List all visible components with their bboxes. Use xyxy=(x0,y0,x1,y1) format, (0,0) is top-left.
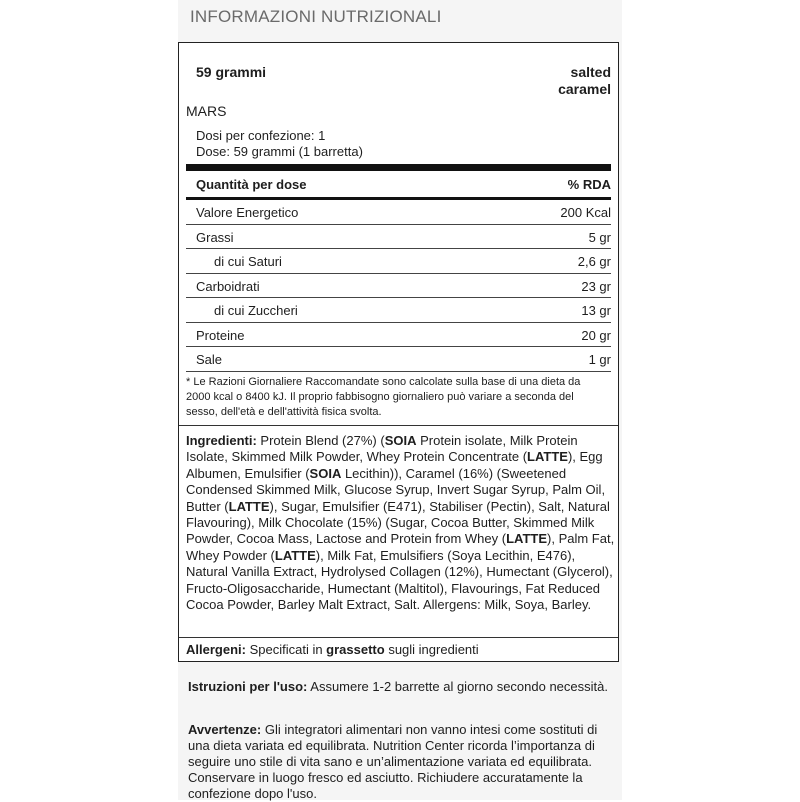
dose-size: Dose: 59 grammi (1 barretta) xyxy=(196,144,363,159)
ingredients-block xyxy=(186,433,616,613)
ingredient-text: Lecithin)), Caramel (16%) (Sweetened Condensed Skimmed Milk, Glucose Syrup, Invert Sugar Syrup, Palm Oil, Butter ( xyxy=(186,465,606,514)
ingredient-allergen: SOIA xyxy=(384,433,417,448)
table-header xyxy=(196,177,611,193)
nutrient-row xyxy=(186,225,611,250)
page-title: INFORMAZIONI NUTRIZIONALI xyxy=(190,7,442,26)
ingredient-text: Protein isolate, Milk Protein Isolate, Skimmed Milk Powder, Whey Protein Concentrate ( xyxy=(186,433,578,465)
nutrient-label: Proteine xyxy=(196,327,245,343)
nutrient-value: 200 Kcal xyxy=(560,205,611,220)
nutrient-label: Carboidrati xyxy=(196,278,260,294)
serving-grams: 59 grammi xyxy=(196,64,267,80)
nutrient-value: 20 gr xyxy=(581,327,611,343)
servings-info xyxy=(196,128,363,160)
flavor-label: salted caramel xyxy=(558,64,611,97)
ingredient-text: Protein Blend (27%) ( xyxy=(256,433,385,448)
warnings-text: Gli integratori alimentari non vanno intesi come sostituti di una dieta variata ed equilibrata. Nutrition Center ricorda l’importanza di seguire uno stile di vita sano e un’alimentazione variata ed equilibrata. Conservare in luogo fresco ed asciutto. Richiudere accuratamente la confezione dopo l'uso. xyxy=(188,722,598,801)
nutrient-label: Valore Energetico xyxy=(196,205,299,220)
nutrient-label: di cui Saturi xyxy=(214,254,282,269)
nutrient-label: Grassi xyxy=(196,229,234,245)
usage-label: Istruzioni per l'uso: xyxy=(188,679,308,694)
ingredient-allergen: LATTE xyxy=(527,449,568,465)
nutrient-row xyxy=(186,323,611,348)
nutrient-row xyxy=(186,347,611,372)
ingredient-allergen: LATTE xyxy=(274,547,316,563)
divider xyxy=(179,425,618,426)
ingredient-text: ), Palm Fat, Whey Powder ( xyxy=(186,531,615,563)
allergens-block xyxy=(186,642,479,657)
ingredient-allergen: LATTE xyxy=(506,531,548,547)
allergens-text-before: Specificati in xyxy=(245,642,327,657)
ingredient-allergen: LATTE xyxy=(228,498,270,514)
nutrient-table xyxy=(186,200,611,372)
warnings-label: Avvertenze: xyxy=(188,722,262,737)
nutrient-row xyxy=(186,200,611,225)
divider-thick xyxy=(186,164,611,171)
rda-footnote: * Le Razioni Giornaliere Raccomandate sono calcolate sulla base di una dieta da 2000 kcal o 8400 kJ. Il proprio fabbisogno giornaliero può variare a seconda del sesso, dell'età e dell'attività fisica svolta. xyxy=(186,376,581,418)
ingredients-text xyxy=(186,433,614,612)
nutrition-panel xyxy=(178,42,619,662)
nutrient-row xyxy=(186,298,611,323)
nutrient-row xyxy=(186,249,611,274)
column-quantity: Quantità per dose xyxy=(196,177,307,192)
nutrient-label: Sale xyxy=(196,352,223,367)
ingredient-allergen: SOIA xyxy=(309,465,342,481)
nutrient-value: 2,6 gr xyxy=(577,254,611,269)
ingredient-text: ), Egg Albumen, Emulsifier ( xyxy=(186,449,603,481)
usage-instructions xyxy=(188,679,608,695)
product-header xyxy=(196,64,611,100)
nutrient-value: 23 gr xyxy=(581,278,611,294)
nutrient-value: 5 gr xyxy=(588,229,611,245)
ingredients-label: Ingredienti: xyxy=(186,433,257,448)
divider xyxy=(179,637,618,638)
column-rda: % RDA xyxy=(567,177,611,192)
servings-per-pack: Dosi per confezione: 1 xyxy=(196,128,326,143)
brand-name: MARS xyxy=(186,103,227,119)
ingredient-text: ), Sugar, Emulsifier (E471), Stabiliser (Pectin), Salt, Natural Flavouring), Milk Chocolate (15%) (Sugar, Cocoa Butter, Skimmed Milk Powder, Cocoa Mass, Lactose and Protein from Whey ( xyxy=(186,498,610,547)
warnings xyxy=(188,722,613,802)
nutrient-label: di cui Zuccheri xyxy=(214,303,298,318)
allergens-text-after: sugli ingredienti xyxy=(384,642,479,657)
usage-text: Assumere 1-2 barrette al giorno secondo necessità. xyxy=(307,679,608,694)
allergens-label: Allergeni: xyxy=(186,642,246,657)
allergens-bold-word: grassetto xyxy=(326,642,385,657)
nutrient-value: 1 gr xyxy=(588,352,611,367)
nutrient-value: 13 gr xyxy=(581,303,611,318)
ingredient-text: ), Milk Fat, Emulsifiers (Soya Lecithin, E476), Natural Vanilla Extract, Hydrolysed Collagen (12%), Humectant (Glycerol), Fructo-Oligosaccharide, Humectant (Maltitol), Flavourings, Fat Reduced Cocoa Powder, Barley Malt Extract, Salt. Allergens: Milk, Soya, Barley. xyxy=(186,547,613,613)
nutrient-row xyxy=(186,274,611,299)
